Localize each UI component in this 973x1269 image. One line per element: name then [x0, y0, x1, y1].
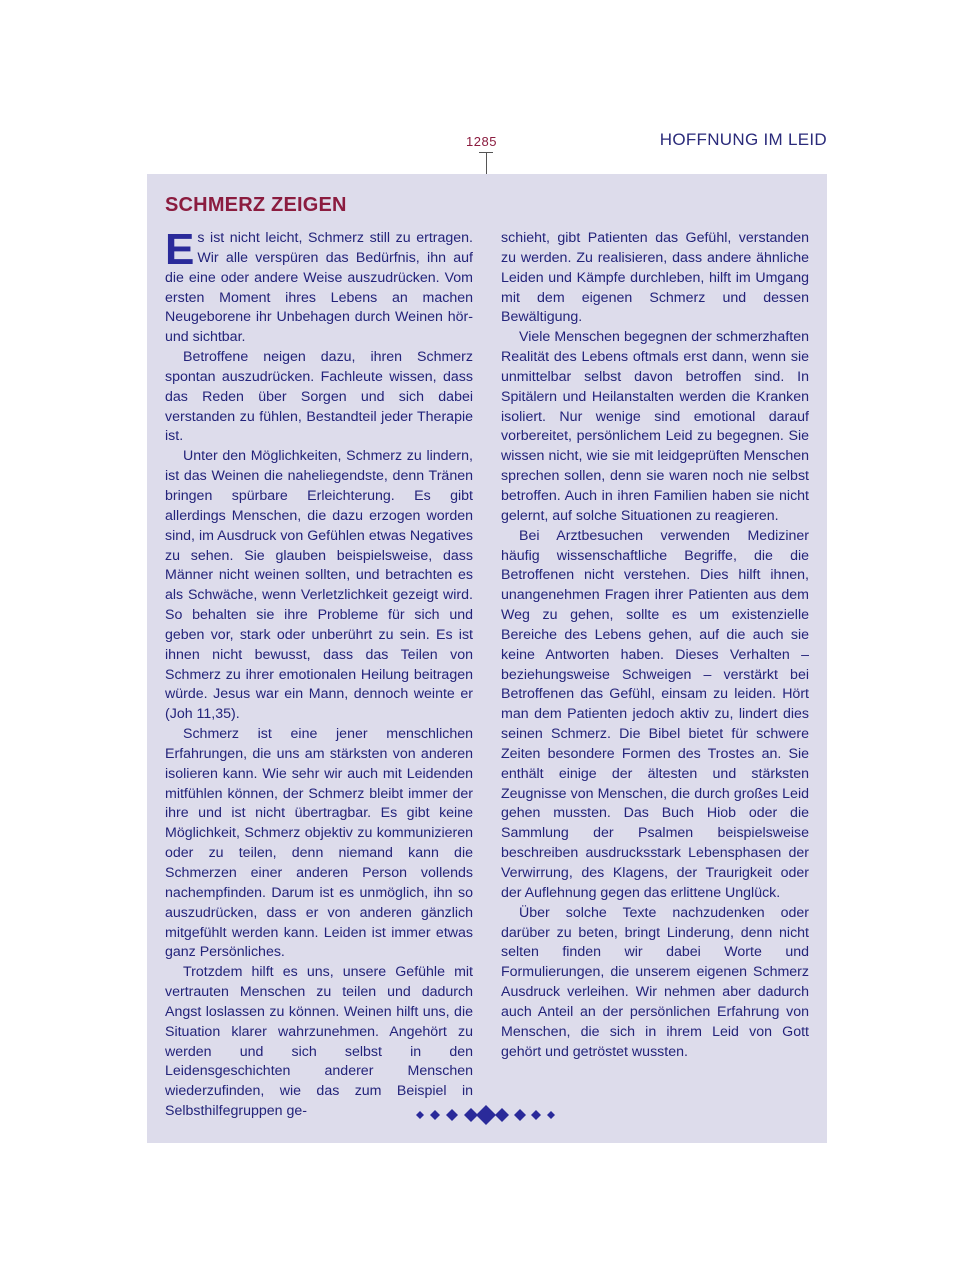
paragraph: [165, 225, 473, 348]
paragraph: Betroffene neigen dazu, ihren Schmerz spontan auszudrücken. Fachleute wissen, dass das Reden über Sorgen und sich dabei verstanden zu fühlen, Bestandteil jeder Therapie ist.: [165, 349, 473, 445]
paragraph: schieht, gibt Patienten das Gefühl, verstanden zu werden. Zu realisieren, dass andere ähnliche Leiden und Kämpfe durchleben, hilft im Umgang mit dem eigenen Schmerz und dessen Bewältigung.: [501, 230, 809, 326]
diamond-row-ornament-icon: [410, 1102, 565, 1128]
page-number: 1285: [466, 134, 497, 149]
right-column: [501, 229, 809, 1062]
paragraph: Bei Arztbesuchen verwenden Mediziner häufig wissenschaftliche Begriffe, die die Betroffenen nicht verstehen. Dies hilft ihnen, unangenehmen Fragen ihrer Patienten aus dem Weg zu gehen, sollte es um existenzielle Bereiche des Lebens gehen, auf die auch sie keine Antworten haben. Dieses Verhalten – beziehungsweise Schweigen – verstärkt bei Betroffenen das Gefühl, einsam zu leiden. Hört man dem Patienten jedoch aktiv zu, lindert dies seinen Schmerz. Die Bibel bietet für schwere Zeiten besondere Formen des Trostes an. Sie enthält einige der ältesten und stärksten Zeugnisse von Menschen, die durch großes Leid gehen mussten. Das Buch Hiob oder die Sammlung der Psalmen beispielsweise beschreiben ausdrucksstark Lebensphasen der Verwirrung, des Klagens, der Traurigkeit oder der Auflehnung gegen das erlittene Unglück.: [501, 527, 809, 901]
running-head: HOFFNUNG IM LEID: [659, 130, 827, 149]
paragraph-text: s ist nicht leicht, Schmerz still zu ertragen. Wir alle verspüren das Bedürfnis, ihn auf die eine oder andere Weise auszudrücken. Vom ersten Moment ihres Lebens an machen Neugeborene ihr Unbehagen durch Weinen hör- und sichtbar.: [165, 230, 473, 346]
drop-cap: E: [165, 225, 195, 274]
paragraph: Viele Menschen begegnen der schmerzhaften Realität des Lebens oftmals erst dann, wenn sie unmittelbar selbst davon betroffen sind. In Spitälern und Heilanstalten werden die Kranken isoliert. Nur wenige sind emotional darauf vorbereitet, persönlichem Leid zu begegnen. Sie wissen nicht, wie sie mit leidgeprüften Menschen sprechen sollen, denn sie waren noch nie selbst betroffen. Auch in ihren Familien haben sie nicht gelernt, auf solche Situationen zu reagieren.: [501, 329, 809, 524]
page-number-tick-mark: [479, 152, 493, 174]
left-column: [165, 225, 473, 1122]
paragraph: Trotzdem hilft es uns, unsere Gefühle mit vertrauten Menschen zu teilen und dadurch Angst loslassen zu können. Weinen hilft uns, die Situation klarer wahrzunehmen. Angehört zu werden und sich selbst in den Leidensgeschichten anderer Menschen wiederzufinden, wie das zum Beispiel in Selbsthilfegruppen ge-: [165, 964, 473, 1120]
article-title: SCHMERZ ZEIGEN: [165, 194, 347, 216]
paragraph: Über solche Texte nachzudenken oder darüber zu beten, bringt Linderung, denn nicht selten finden wir dabei Worte und Formulierungen, die unserem eigenen Schmerz Ausdruck verleihen. Wir nehmen aber dadurch auch Anteil an der persönlichen Erfahrung von Menschen, die sich in ihrem Leid von Gott gehört und getröstet wussten.: [501, 904, 809, 1060]
paragraph: Schmerz ist eine jener menschlichen Erfahrungen, die uns am stärksten von anderen isolieren kann. Wie sehr wir auch mit Leidenden mitfühlen können, der Schmerz bleibt immer der ihre und ist nicht übertragbar. Es gibt keine Möglichkeit, Schmerz objektiv zu kommunizieren oder zu teilen, denn niemand kann die Schmerzen einer anderen Person vollends nachempfinden. Darum ist es unmöglich, ihn so auszudrücken, dass er von anderen gänzlich mitgefühlt werden kann. Leiden ist immer etwas ganz Persönliches.: [165, 726, 473, 961]
paragraph: Unter den Möglichkeiten, Schmerz zu lindern, ist das Weinen die naheliegendste, denn Tränen bringen spürbare Erleichterung. Es gibt allerdings Menschen, die dazu erzogen worden sind, im Ausdruck von Gefühlen etwas Negatives zu sehen. Sie glauben beispielsweise, dass Männer nicht weinen sollten, und betrachten es als Schwäche, wenn Verletzlichkeit gezeigt wird. So behalten sie ihre Probleme für sich und geben vor, stark oder unberührt zu sein. Es ist ihnen nicht bewusst, dass das Teilen von Schmerz zu ihrer emotionalen Heilung beitragen würde. Jesus war ein Mann, dennoch weinte er (Joh 11,35).: [165, 448, 473, 723]
